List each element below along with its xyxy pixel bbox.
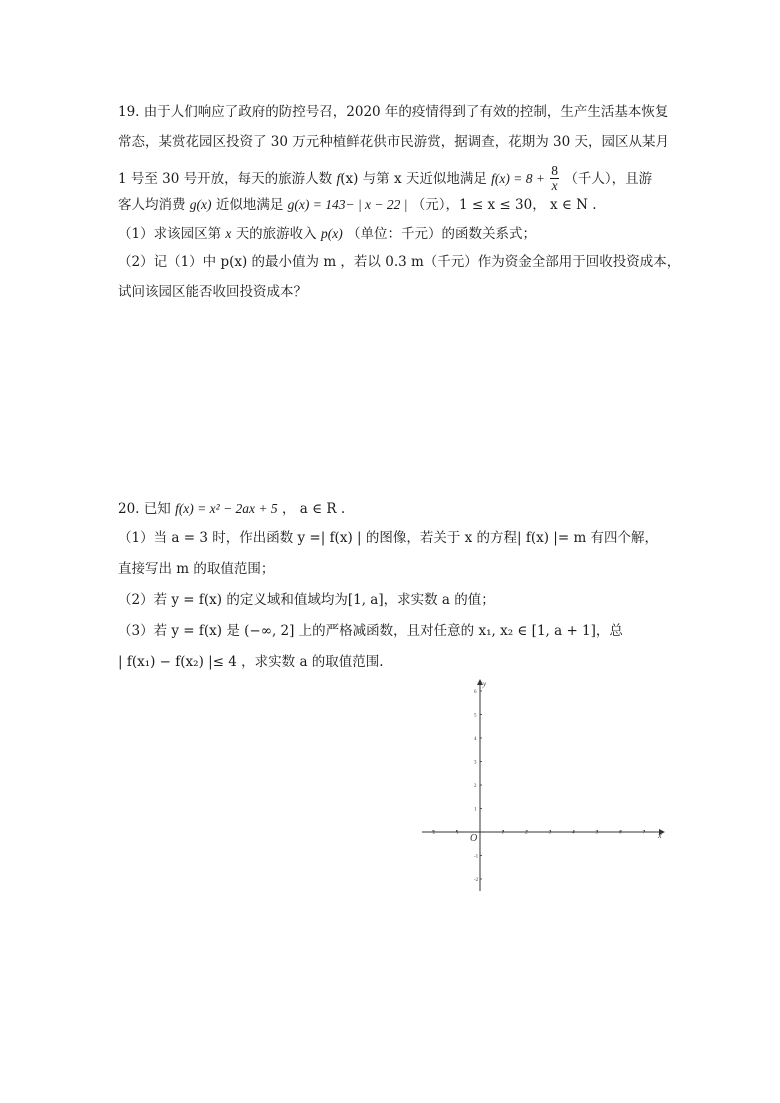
y-tick-label: 5	[474, 713, 477, 719]
q19-fraction-numerator: 8	[551, 163, 559, 178]
coordinate-axes	[420, 676, 670, 896]
x-axis-label: x	[658, 831, 662, 840]
q19-fraction-denominator: x	[551, 178, 558, 194]
q19-part-1-p: p(x)	[320, 226, 343, 241]
q19-line-3-suffix: （千人），且游	[564, 171, 653, 188]
q19-line-3-middle: (x) 与第 x 天近似地满足	[340, 171, 487, 188]
q19-line-4-middle: 近似地满足	[215, 197, 284, 213]
y-axis-label: y	[483, 680, 487, 688]
q20-part-3-line-1: （3）若 y = f(x) 是 (−∞, 2] 上的严格减函数，且对任意的 x₁, x₂ ∈ [1, a + 1]，总	[118, 623, 623, 639]
q20-part-1-line-1: （1）当 a = 3 时，作出函数 y =| f(x) | 的图像，若关于 x 的方程| f(x) |= m 有四个解，	[118, 530, 659, 546]
y-tick-label: 1	[474, 807, 477, 813]
q20-part-1-line-2: 直接写出 m 的取值范围；	[118, 561, 275, 577]
q19-part-1-x: x	[225, 226, 232, 241]
origin-label: O	[470, 833, 478, 844]
y-tick-label: -1	[474, 854, 479, 860]
x-tick-label: 5	[595, 830, 598, 836]
y-tick-label: 2	[474, 784, 477, 789]
x-tick-label: 6	[619, 830, 622, 836]
x-tick-label: -1	[454, 830, 459, 836]
x-tick-label: 4	[572, 830, 575, 836]
q19-part-1	[118, 227, 536, 242]
q19-line-4-suffix: （元），1 ≤ x ≤ 30， x ∈ N .	[411, 197, 597, 213]
q19-part-2-line-2: 试问该园区能否收回投资成本？	[118, 284, 307, 300]
q19-line-4	[118, 198, 597, 213]
q19-line-3	[118, 165, 652, 194]
q19-f-equation: f(x) = 8 +	[491, 171, 545, 187]
q19-line-4-prefix: 客人均消费	[118, 197, 186, 213]
q19-f-symbol: f	[336, 171, 341, 187]
q19-g-symbol: g(x)	[189, 197, 212, 212]
q20-part-3-line-2: | f(x₁) − f(x₂) |≤ 4 ，求实数 a 的取值范围.	[118, 654, 384, 670]
q19-g-equation: g(x) = 143− | x − 22 |	[287, 197, 408, 212]
q20-line-1-prefix: 20. 已知	[118, 501, 171, 517]
x-tick-label: 7	[642, 830, 645, 836]
q19-part-1-suffix: （单位：千元）的函数关系式；	[347, 226, 537, 242]
q19-part-1-middle: 天的旅游收入	[235, 226, 317, 242]
q20-f-equation: f(x) = x² − 2ax + 5	[175, 501, 278, 516]
q19-fraction	[550, 164, 559, 193]
q19-line-2: 常态，某赏花园区投资了 30 万元种植鲜花供市民游赏，据调查，花期为 30 天，园区从某月	[118, 134, 670, 150]
x-tick-label: -2	[431, 830, 436, 836]
y-tick-label: 4	[474, 737, 477, 742]
y-tick-label: 6	[474, 690, 477, 695]
q19-part-2-line-1: （2）记（1）中 p(x) 的最小值为 m ，若以 0.3 m（千元）作为资金全部用于回收投资成本，	[118, 254, 681, 270]
y-tick-label: 3	[474, 760, 477, 766]
x-tick-label: 3	[548, 830, 551, 836]
q19-line-1: 19. 由于人们响应了政府的防控号召，2020 年的疫情得到了有效的控制，生产生活基本恢复	[118, 104, 669, 120]
q19-part-1-prefix: （1）求该园区第	[118, 226, 222, 242]
x-tick-label: 1	[501, 830, 504, 836]
q20-line-1-suffix: ， a ∈ R .	[281, 501, 346, 517]
q20-line-1	[118, 502, 345, 517]
y-tick-label: -2	[474, 878, 479, 883]
q20-part-2: （2）若 y = f(x) 的定义域和值域均为[1, a]，求实数 a 的值；	[118, 592, 495, 608]
q19-line-3-prefix: 1 号至 30 号开放，每天的旅游人数	[118, 171, 333, 188]
x-tick-label: 2	[525, 830, 528, 836]
